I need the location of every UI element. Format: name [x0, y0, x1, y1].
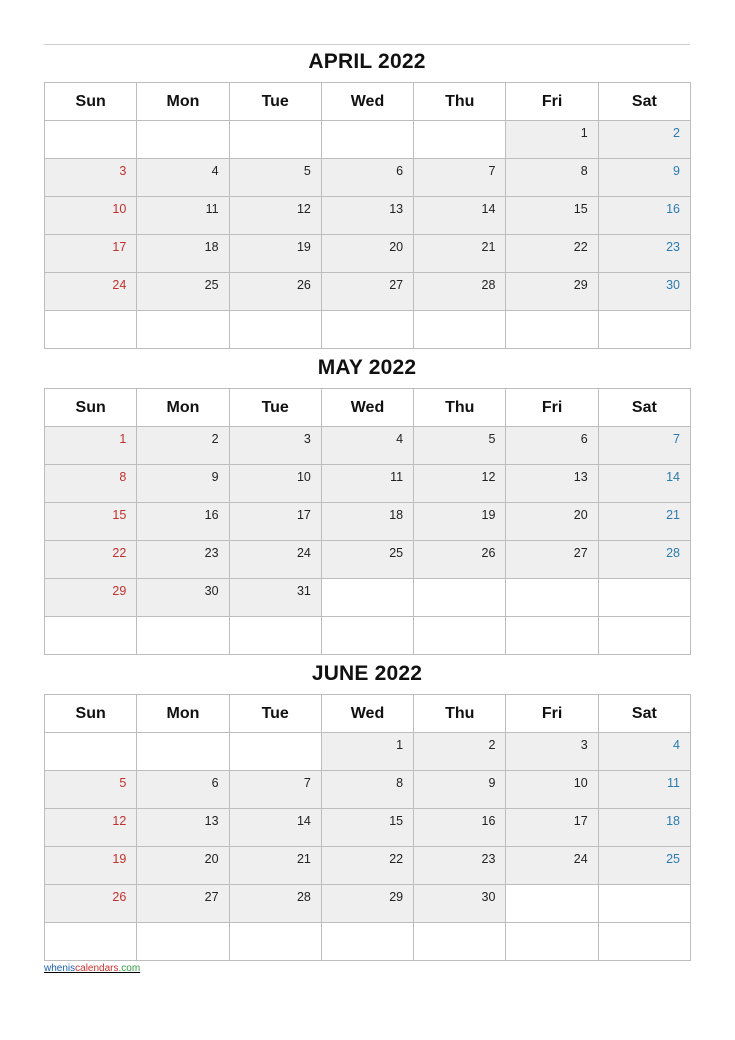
- weekday-header: Tue: [229, 83, 321, 121]
- week-row: [45, 541, 691, 579]
- day-cell: [137, 847, 229, 885]
- empty-day-cell: [321, 121, 413, 159]
- day-number: 23: [204, 546, 219, 560]
- week-row: [45, 885, 691, 923]
- footer-link-part-2: calendars: [75, 963, 119, 974]
- empty-day-cell: [321, 579, 413, 617]
- day-cell: [321, 733, 413, 771]
- day-cell: [45, 809, 137, 847]
- day-cell: [414, 427, 506, 465]
- day-number: 4: [211, 164, 219, 178]
- empty-day-cell: [598, 885, 690, 923]
- day-number: 6: [211, 776, 219, 790]
- day-number: 18: [666, 814, 680, 828]
- month-title: JUNE 2022: [311, 662, 423, 685]
- day-number: 29: [573, 278, 588, 292]
- day-cell: [598, 465, 690, 503]
- footer-link[interactable]: [44, 963, 140, 974]
- day-number: 8: [119, 470, 127, 484]
- week-row: [45, 273, 691, 311]
- day-number: 31: [296, 584, 311, 598]
- day-cell: [598, 159, 690, 197]
- day-cell: [598, 273, 690, 311]
- empty-day-cell: [229, 121, 321, 159]
- day-cell: [414, 197, 506, 235]
- empty-day-cell: [321, 617, 413, 655]
- day-number: 29: [112, 584, 127, 598]
- day-cell: [45, 273, 137, 311]
- day-number: 6: [396, 164, 404, 178]
- day-cell: [598, 771, 690, 809]
- day-cell: [229, 235, 321, 273]
- day-cell: [137, 809, 229, 847]
- day-cell: [414, 847, 506, 885]
- day-number: 16: [481, 814, 496, 828]
- day-cell: [506, 503, 598, 541]
- day-cell: [506, 541, 598, 579]
- weekday-header-row: [45, 389, 691, 427]
- day-cell: [506, 847, 598, 885]
- day-cell: [598, 197, 690, 235]
- empty-day-cell: [414, 579, 506, 617]
- week-row: [45, 427, 691, 465]
- empty-day-cell: [321, 923, 413, 961]
- day-number: 7: [673, 432, 680, 446]
- day-cell: [137, 235, 229, 273]
- day-cell: [414, 541, 506, 579]
- day-number: 22: [112, 546, 127, 560]
- day-number: 10: [296, 470, 311, 484]
- day-number: 8: [396, 776, 404, 790]
- week-row: [45, 617, 691, 655]
- day-number: 11: [205, 202, 219, 216]
- day-number: 28: [666, 546, 680, 560]
- day-cell: [414, 503, 506, 541]
- day-number: 25: [389, 546, 404, 560]
- empty-day-cell: [598, 579, 690, 617]
- day-number: 26: [296, 278, 311, 292]
- weekday-header: Mon: [137, 389, 229, 427]
- day-number: 16: [204, 508, 219, 522]
- day-number: 20: [573, 508, 588, 522]
- day-cell: [598, 847, 690, 885]
- day-number: 21: [666, 508, 680, 522]
- empty-day-cell: [506, 617, 598, 655]
- weekday-header: Sat: [598, 83, 690, 121]
- day-cell: [321, 885, 413, 923]
- day-number: 29: [389, 890, 404, 904]
- day-cell: [137, 885, 229, 923]
- day-number: 20: [389, 240, 404, 254]
- day-number: 3: [119, 164, 127, 178]
- day-cell: [321, 273, 413, 311]
- day-cell: [414, 235, 506, 273]
- day-cell: [321, 847, 413, 885]
- weekday-header: Sun: [45, 695, 137, 733]
- empty-day-cell: [45, 121, 137, 159]
- day-cell: [321, 197, 413, 235]
- empty-day-cell: [414, 311, 506, 349]
- footer-link-part-3: .com: [118, 963, 141, 974]
- day-number: 30: [481, 890, 496, 904]
- weekday-header: Wed: [321, 389, 413, 427]
- empty-day-cell: [506, 311, 598, 349]
- day-number: 1: [580, 126, 588, 140]
- empty-day-cell: [229, 733, 321, 771]
- day-cell: [229, 541, 321, 579]
- day-number: 9: [673, 164, 680, 178]
- day-number: 23: [666, 240, 680, 254]
- week-row: [45, 847, 691, 885]
- day-number: 7: [488, 164, 496, 178]
- day-number: 2: [211, 432, 219, 446]
- week-row: [45, 235, 691, 273]
- day-number: 6: [580, 432, 588, 446]
- day-number: 22: [573, 240, 588, 254]
- day-cell: [414, 159, 506, 197]
- weekday-header: Tue: [229, 389, 321, 427]
- day-cell: [414, 809, 506, 847]
- empty-day-cell: [229, 617, 321, 655]
- day-number: 26: [112, 890, 127, 904]
- day-cell: [321, 465, 413, 503]
- day-number: 18: [204, 240, 219, 254]
- day-number: 30: [204, 584, 219, 598]
- day-cell: [321, 159, 413, 197]
- weekday-header: Wed: [321, 695, 413, 733]
- top-divider: [44, 44, 690, 45]
- week-row: [45, 923, 691, 961]
- empty-day-cell: [45, 617, 137, 655]
- day-cell: [598, 235, 690, 273]
- day-number: 5: [303, 164, 311, 178]
- day-number: 28: [481, 278, 496, 292]
- month-title: MAY 2022: [317, 356, 417, 379]
- day-cell: [137, 771, 229, 809]
- day-number: 24: [573, 852, 588, 866]
- month-grid: [44, 82, 691, 349]
- weekday-header: Fri: [506, 83, 598, 121]
- day-number: 19: [481, 508, 496, 522]
- day-cell: [229, 503, 321, 541]
- day-cell: [414, 465, 506, 503]
- day-cell: [137, 579, 229, 617]
- day-number: 10: [573, 776, 588, 790]
- day-number: 14: [481, 202, 496, 216]
- empty-day-cell: [414, 923, 506, 961]
- day-cell: [321, 427, 413, 465]
- day-number: 7: [303, 776, 311, 790]
- day-number: 4: [396, 432, 404, 446]
- day-number: 20: [204, 852, 219, 866]
- empty-day-cell: [45, 311, 137, 349]
- week-row: [45, 771, 691, 809]
- day-number: 13: [389, 202, 404, 216]
- footer-link-part-1: whenis: [44, 963, 76, 974]
- empty-day-cell: [137, 733, 229, 771]
- weekday-header-row: [45, 695, 691, 733]
- day-cell: [321, 235, 413, 273]
- day-number: 11: [667, 776, 680, 790]
- day-cell: [506, 809, 598, 847]
- day-number: 24: [112, 278, 127, 292]
- day-number: 16: [666, 202, 680, 216]
- day-cell: [45, 465, 137, 503]
- day-cell: [321, 503, 413, 541]
- day-cell: [414, 733, 506, 771]
- day-number: 27: [204, 890, 219, 904]
- week-row: [45, 465, 691, 503]
- empty-day-cell: [137, 617, 229, 655]
- day-number: 5: [488, 432, 496, 446]
- day-cell: [45, 197, 137, 235]
- day-number: 4: [673, 738, 680, 752]
- day-number: 25: [666, 852, 680, 866]
- weekday-header-row: [45, 83, 691, 121]
- day-number: 3: [303, 432, 311, 446]
- weekday-header: Wed: [321, 83, 413, 121]
- weekday-header: Sat: [598, 389, 690, 427]
- day-cell: [229, 465, 321, 503]
- weekday-header: Tue: [229, 695, 321, 733]
- empty-day-cell: [506, 579, 598, 617]
- day-cell: [506, 197, 598, 235]
- day-number: 14: [296, 814, 311, 828]
- day-number: 5: [119, 776, 127, 790]
- day-cell: [229, 197, 321, 235]
- day-number: 27: [573, 546, 588, 560]
- day-cell: [229, 159, 321, 197]
- day-number: 21: [481, 240, 496, 254]
- week-row: [45, 159, 691, 197]
- day-cell: [229, 427, 321, 465]
- empty-day-cell: [506, 923, 598, 961]
- day-number: 30: [666, 278, 680, 292]
- week-row: [45, 733, 691, 771]
- day-cell: [45, 771, 137, 809]
- empty-day-cell: [506, 885, 598, 923]
- weekday-header: Fri: [506, 695, 598, 733]
- day-cell: [45, 847, 137, 885]
- day-cell: [598, 427, 690, 465]
- empty-day-cell: [414, 121, 506, 159]
- weekday-header: Fri: [506, 389, 598, 427]
- day-number: 23: [481, 852, 496, 866]
- day-cell: [137, 541, 229, 579]
- day-cell: [414, 771, 506, 809]
- day-cell: [45, 541, 137, 579]
- week-row: [45, 311, 691, 349]
- weekday-header: Sun: [45, 83, 137, 121]
- day-number: 13: [204, 814, 219, 828]
- day-number: 1: [119, 432, 127, 446]
- day-cell: [45, 503, 137, 541]
- day-number: 28: [296, 890, 311, 904]
- day-number: 14: [666, 470, 680, 484]
- empty-day-cell: [598, 923, 690, 961]
- day-cell: [598, 541, 690, 579]
- day-cell: [506, 733, 598, 771]
- day-number: 26: [481, 546, 496, 560]
- day-number: 9: [488, 776, 496, 790]
- month-grid: [44, 388, 691, 655]
- day-cell: [45, 159, 137, 197]
- day-number: 9: [211, 470, 219, 484]
- day-number: 13: [573, 470, 588, 484]
- day-cell: [321, 809, 413, 847]
- day-cell: [229, 771, 321, 809]
- empty-day-cell: [598, 311, 690, 349]
- day-cell: [229, 273, 321, 311]
- weekday-header: Mon: [137, 695, 229, 733]
- day-cell: [321, 541, 413, 579]
- empty-day-cell: [137, 121, 229, 159]
- day-cell: [414, 273, 506, 311]
- day-cell: [506, 159, 598, 197]
- day-number: 15: [389, 814, 404, 828]
- day-number: 27: [389, 278, 404, 292]
- empty-day-cell: [45, 923, 137, 961]
- day-number: 12: [296, 202, 311, 216]
- day-cell: [598, 809, 690, 847]
- day-number: 12: [481, 470, 496, 484]
- day-cell: [137, 503, 229, 541]
- day-number: 25: [204, 278, 219, 292]
- day-number: 22: [389, 852, 404, 866]
- day-number: 21: [296, 852, 311, 866]
- week-row: [45, 197, 691, 235]
- day-cell: [506, 273, 598, 311]
- empty-day-cell: [598, 617, 690, 655]
- day-cell: [45, 885, 137, 923]
- weekday-header: Sat: [598, 695, 690, 733]
- day-cell: [45, 427, 137, 465]
- weekday-header: Sun: [45, 389, 137, 427]
- day-cell: [506, 235, 598, 273]
- day-number: 18: [389, 508, 404, 522]
- day-cell: [598, 503, 690, 541]
- week-row: [45, 809, 691, 847]
- day-cell: [45, 235, 137, 273]
- day-number: 11: [390, 470, 404, 484]
- day-number: 2: [673, 126, 680, 140]
- empty-day-cell: [137, 311, 229, 349]
- empty-day-cell: [321, 311, 413, 349]
- day-cell: [137, 159, 229, 197]
- day-cell: [229, 885, 321, 923]
- month-title: APRIL 2022: [308, 50, 426, 73]
- day-cell: [45, 579, 137, 617]
- day-number: 8: [580, 164, 588, 178]
- day-cell: [321, 771, 413, 809]
- day-cell: [229, 579, 321, 617]
- day-number: 19: [296, 240, 311, 254]
- week-row: [45, 503, 691, 541]
- day-cell: [137, 427, 229, 465]
- day-number: 1: [396, 738, 404, 752]
- day-number: 24: [296, 546, 311, 560]
- month-grid: [44, 694, 691, 961]
- empty-day-cell: [137, 923, 229, 961]
- empty-day-cell: [45, 733, 137, 771]
- day-number: 2: [488, 738, 496, 752]
- day-cell: [229, 809, 321, 847]
- week-row: [45, 579, 691, 617]
- empty-day-cell: [229, 311, 321, 349]
- day-cell: [506, 771, 598, 809]
- day-cell: [506, 465, 598, 503]
- day-cell: [414, 885, 506, 923]
- day-number: 17: [296, 508, 311, 522]
- weekday-header: Thu: [414, 83, 506, 121]
- day-number: 3: [580, 738, 588, 752]
- day-cell: [137, 197, 229, 235]
- weekday-header: Thu: [414, 389, 506, 427]
- day-number: 15: [573, 202, 588, 216]
- empty-day-cell: [229, 923, 321, 961]
- day-number: 12: [112, 814, 127, 828]
- day-number: 17: [112, 240, 127, 254]
- day-cell: [137, 465, 229, 503]
- day-number: 15: [112, 508, 127, 522]
- day-number: 17: [573, 814, 588, 828]
- weekday-header: Mon: [137, 83, 229, 121]
- empty-day-cell: [414, 617, 506, 655]
- day-cell: [598, 733, 690, 771]
- day-cell: [598, 121, 690, 159]
- day-cell: [137, 273, 229, 311]
- weekday-header: Thu: [414, 695, 506, 733]
- day-cell: [229, 847, 321, 885]
- day-number: 19: [112, 852, 127, 866]
- week-row: [45, 121, 691, 159]
- day-cell: [506, 427, 598, 465]
- day-number: 10: [112, 202, 127, 216]
- day-cell: [506, 121, 598, 159]
